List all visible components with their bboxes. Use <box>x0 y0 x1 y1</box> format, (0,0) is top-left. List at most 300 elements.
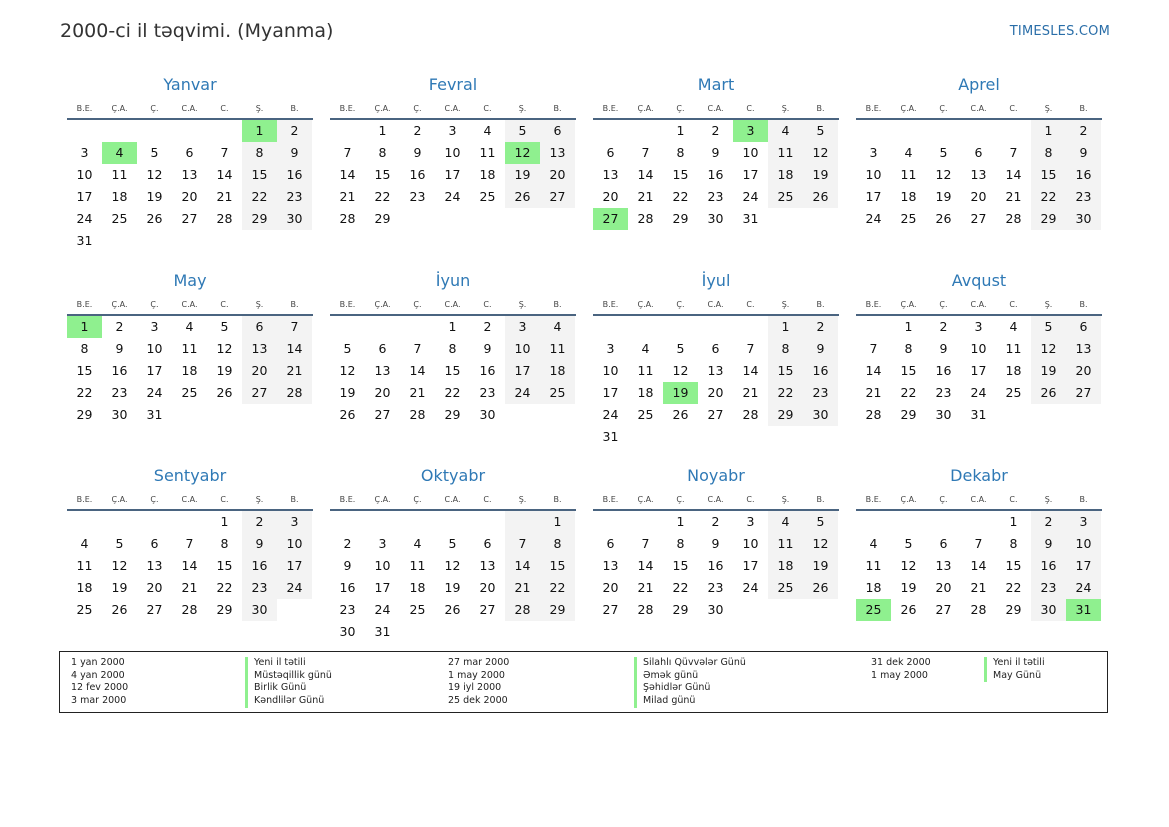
day-cell: 12 <box>672 363 689 378</box>
month-name: Oktyabr <box>420 466 486 485</box>
empty-day-cell <box>803 208 838 230</box>
day-cell: 3 <box>80 145 89 160</box>
empty-day-cell <box>277 404 312 426</box>
empty-day-cell <box>961 511 996 533</box>
weekday-label: Ç. <box>150 495 159 504</box>
weekday-label: B. <box>1079 300 1088 309</box>
empty-day-cell <box>277 230 312 252</box>
weekday-label: Ç. <box>150 104 159 113</box>
month-name: Aprel <box>958 75 1000 94</box>
day-cell: 11 <box>479 145 496 160</box>
holiday-day-cell: 19 <box>663 382 698 404</box>
weekday-label: B.E. <box>76 104 93 113</box>
day-cell: 8 <box>448 341 457 356</box>
legend-holiday-name: Yeni il tətili <box>984 657 1045 670</box>
day-cell: 23 <box>339 602 356 617</box>
day-cell: 6 <box>606 536 615 551</box>
day-cell: 18 <box>76 580 93 595</box>
month-name: Noyabr <box>687 466 745 485</box>
day-cell: 6 <box>242 316 277 338</box>
day-cell: 20 <box>602 580 619 595</box>
day-cell: 19 <box>935 189 952 204</box>
legend-names-col-2 <box>634 657 746 708</box>
calendar-grid <box>67 72 1103 644</box>
day-cell: 25 <box>181 385 198 400</box>
weekday-label: Ç.A. <box>374 495 391 504</box>
legend-date: 3 mar 2000 <box>71 695 127 707</box>
empty-day-cell <box>505 208 540 230</box>
empty-day-cell <box>102 230 137 252</box>
day-cell: 26 <box>216 385 233 400</box>
day-cell: 25 <box>111 211 128 226</box>
day-cell: 18 <box>900 189 917 204</box>
day-cell: 13 <box>602 558 619 573</box>
day-cell: 28 <box>181 602 198 617</box>
day-cell: 26 <box>1031 382 1066 404</box>
day-cell: 23 <box>707 189 724 204</box>
day-cell: 6 <box>974 145 983 160</box>
month-name: May <box>173 271 207 290</box>
day-cell: 30 <box>339 624 356 639</box>
day-cell: 14 <box>970 558 987 573</box>
empty-day-cell <box>137 511 172 533</box>
weekday-label: C.A. <box>970 104 987 113</box>
day-cell: 7 <box>869 341 878 356</box>
week-row <box>67 208 313 230</box>
day-cell: 30 <box>277 208 312 230</box>
weekday-label: Ç.A. <box>637 495 654 504</box>
day-cell: 26 <box>803 186 838 208</box>
empty-day-cell <box>1066 404 1101 426</box>
empty-day-cell <box>961 120 996 142</box>
empty-day-cell <box>803 599 838 621</box>
week-row <box>67 404 313 426</box>
day-cell: 23 <box>803 382 838 404</box>
day-cell: 13 <box>242 338 277 360</box>
weekday-label: C. <box>1009 300 1018 309</box>
weekday-label: B.E. <box>602 300 619 309</box>
week-row <box>67 316 313 338</box>
week-row <box>593 208 839 230</box>
day-cell: 29 <box>900 407 917 422</box>
empty-day-cell <box>505 511 540 533</box>
day-cell: 7 <box>277 316 312 338</box>
empty-day-cell <box>365 511 400 533</box>
empty-day-cell <box>470 511 505 533</box>
day-cell: 20 <box>479 580 496 595</box>
day-cell: 7 <box>1009 145 1018 160</box>
day-cell: 11 <box>637 363 654 378</box>
day-cell: 22 <box>374 189 391 204</box>
weekday-label: C.A. <box>444 495 461 504</box>
weekday-label: Ç. <box>150 300 159 309</box>
day-cell: 9 <box>343 558 352 573</box>
weekday-label: C. <box>483 495 492 504</box>
empty-day-cell <box>505 621 540 643</box>
day-cell: 9 <box>1066 142 1101 164</box>
day-cell: 17 <box>444 167 461 182</box>
week-row <box>330 164 576 186</box>
day-cell: 2 <box>939 319 948 334</box>
empty-day-cell <box>102 120 137 142</box>
weekday-label: C. <box>220 104 229 113</box>
month-block <box>330 72 576 230</box>
empty-day-cell <box>102 511 137 533</box>
day-cell: 28 <box>970 602 987 617</box>
empty-day-cell <box>207 230 242 252</box>
holiday-day-cell: 3 <box>733 120 768 142</box>
day-cell: 5 <box>939 145 948 160</box>
day-cell: 20 <box>146 580 163 595</box>
day-cell: 13 <box>479 558 496 573</box>
day-cell: 18 <box>181 363 198 378</box>
empty-day-cell <box>733 426 768 448</box>
weekday-label: Ç.A. <box>374 300 391 309</box>
day-cell: 21 <box>637 189 654 204</box>
empty-day-cell <box>663 426 698 448</box>
day-cell: 2 <box>115 319 124 334</box>
day-cell: 1 <box>220 514 229 529</box>
empty-day-cell <box>593 511 628 533</box>
day-cell: 1 <box>904 319 913 334</box>
page-title: 2000-ci il təqvimi. (Myanma) <box>60 20 334 42</box>
weekday-label: Ş. <box>518 495 527 504</box>
empty-day-cell <box>137 120 172 142</box>
day-cell: 5 <box>343 341 352 356</box>
day-cell: 29 <box>242 208 277 230</box>
day-cell: 6 <box>1066 316 1101 338</box>
day-cell: 10 <box>970 341 987 356</box>
day-cell: 5 <box>904 536 913 551</box>
day-cell: 3 <box>378 536 387 551</box>
weekday-header <box>593 98 839 120</box>
legend-names-col-1 <box>245 657 332 708</box>
day-cell: 21 <box>970 580 987 595</box>
weekday-header <box>67 489 313 511</box>
day-cell: 25 <box>637 407 654 422</box>
week-row <box>856 360 1102 382</box>
week-row <box>330 555 576 577</box>
day-cell: 5 <box>150 145 159 160</box>
legend-date: 31 dek 2000 <box>871 657 931 668</box>
day-cell: 8 <box>242 142 277 164</box>
weekday-label: B.E. <box>76 300 93 309</box>
day-cell: 6 <box>185 145 194 160</box>
day-cell: 7 <box>220 145 229 160</box>
weekday-label: Ç.A. <box>900 300 917 309</box>
day-cell: 7 <box>641 145 650 160</box>
day-cell: 27 <box>602 602 619 617</box>
day-cell: 17 <box>76 189 93 204</box>
day-cell: 30 <box>707 211 724 226</box>
weekday-label: B. <box>816 495 825 504</box>
day-cell: 4 <box>768 511 803 533</box>
weekday-label: C.A. <box>181 495 198 504</box>
day-cell: 28 <box>637 211 654 226</box>
legend-dates-col-2 <box>448 657 509 708</box>
day-cell: 14 <box>505 555 540 577</box>
day-cell: 27 <box>242 382 277 404</box>
day-cell: 4 <box>413 536 422 551</box>
empty-day-cell <box>891 511 926 533</box>
legend-holiday-name: Yeni il tətili <box>245 657 332 670</box>
day-cell: 23 <box>111 385 128 400</box>
day-cell: 16 <box>339 580 356 595</box>
day-cell: 7 <box>505 533 540 555</box>
day-cell: 19 <box>444 580 461 595</box>
weekday-label: Ş. <box>255 495 264 504</box>
empty-day-cell <box>996 404 1031 426</box>
day-cell: 25 <box>479 189 496 204</box>
empty-day-cell <box>470 208 505 230</box>
day-cell: 9 <box>939 341 948 356</box>
day-cell: 23 <box>935 385 952 400</box>
day-cell: 8 <box>220 536 229 551</box>
day-cell: 3 <box>974 319 983 334</box>
day-cell: 10 <box>742 145 759 160</box>
day-cell: 1 <box>448 319 457 334</box>
day-cell: 1 <box>676 123 685 138</box>
day-cell: 9 <box>803 338 838 360</box>
weekday-label: Ç. <box>676 495 685 504</box>
empty-day-cell <box>172 120 207 142</box>
weekday-label: C.A. <box>444 300 461 309</box>
day-cell: 21 <box>742 385 759 400</box>
empty-day-cell <box>628 511 663 533</box>
day-cell: 28 <box>637 602 654 617</box>
empty-day-cell <box>435 621 470 643</box>
week-row <box>67 164 313 186</box>
day-cell: 10 <box>602 363 619 378</box>
day-cell: 8 <box>676 536 685 551</box>
empty-day-cell <box>768 426 803 448</box>
legend-date: 1 may 2000 <box>448 669 505 681</box>
day-cell: 30 <box>803 404 838 426</box>
day-cell: 12 <box>803 142 838 164</box>
weekday-label: C. <box>746 104 755 113</box>
empty-day-cell <box>663 316 698 338</box>
day-cell: 2 <box>483 319 492 334</box>
empty-day-cell <box>856 511 891 533</box>
day-cell: 13 <box>707 363 724 378</box>
weekday-label: Ç.A. <box>900 104 917 113</box>
weekday-header <box>330 98 576 120</box>
week-row <box>856 599 1102 621</box>
day-cell: 1 <box>1009 514 1018 529</box>
weekday-label: B.E. <box>339 495 356 504</box>
day-cell: 27 <box>479 602 496 617</box>
day-cell: 20 <box>935 580 952 595</box>
day-cell: 24 <box>277 577 312 599</box>
month-name: Avqust <box>951 271 1007 290</box>
empty-day-cell <box>698 316 733 338</box>
empty-day-cell <box>470 621 505 643</box>
day-cell: 23 <box>277 186 312 208</box>
week-row <box>330 338 576 360</box>
day-cell: 26 <box>900 602 917 617</box>
legend-holiday-name: Silahlı Qüvvələr Günü <box>634 657 746 670</box>
day-cell: 3 <box>1066 511 1101 533</box>
day-cell: 15 <box>540 555 575 577</box>
day-cell: 14 <box>339 167 356 182</box>
day-cell: 12 <box>146 167 163 182</box>
day-cell: 24 <box>865 211 882 226</box>
weekday-label: Ş. <box>518 300 527 309</box>
day-cell: 17 <box>1066 555 1101 577</box>
day-cell: 2 <box>711 123 720 138</box>
weekday-label: C.A. <box>707 104 724 113</box>
legend-names-col-3 <box>984 657 1045 682</box>
day-cell: 13 <box>374 363 391 378</box>
day-cell: 31 <box>602 429 619 444</box>
empty-day-cell <box>891 120 926 142</box>
day-cell: 13 <box>540 142 575 164</box>
day-cell: 22 <box>242 186 277 208</box>
day-cell: 25 <box>768 186 803 208</box>
day-cell: 20 <box>242 360 277 382</box>
month-block <box>67 463 313 621</box>
weekday-label: B.E. <box>339 104 356 113</box>
day-cell: 2 <box>413 123 422 138</box>
empty-day-cell <box>926 120 961 142</box>
day-cell: 12 <box>1031 338 1066 360</box>
day-cell: 27 <box>1066 382 1101 404</box>
weekday-header <box>330 294 576 316</box>
empty-day-cell <box>172 511 207 533</box>
week-row <box>593 599 839 621</box>
day-cell: 23 <box>409 189 426 204</box>
day-cell: 19 <box>803 555 838 577</box>
day-cell: 4 <box>641 341 650 356</box>
day-cell: 30 <box>707 602 724 617</box>
month-block <box>330 463 576 643</box>
empty-day-cell <box>400 208 435 230</box>
holiday-day-cell: 25 <box>856 599 891 621</box>
day-cell: 30 <box>935 407 952 422</box>
day-cell: 23 <box>707 580 724 595</box>
week-row <box>330 316 576 338</box>
weekday-label: C. <box>746 300 755 309</box>
day-cell: 15 <box>76 363 93 378</box>
day-cell: 26 <box>935 211 952 226</box>
day-cell: 2 <box>711 514 720 529</box>
weekday-label: C. <box>1009 495 1018 504</box>
day-cell: 20 <box>1066 360 1101 382</box>
day-cell: 20 <box>181 189 198 204</box>
day-cell: 27 <box>146 602 163 617</box>
day-cell: 16 <box>409 167 426 182</box>
holiday-day-cell: 12 <box>505 142 540 164</box>
weekday-label: Ş. <box>255 300 264 309</box>
weekday-label: C. <box>220 495 229 504</box>
day-cell: 6 <box>150 536 159 551</box>
weekday-label: Ş. <box>781 495 790 504</box>
week-row <box>67 382 313 404</box>
month-name: Mart <box>697 75 735 94</box>
week-row <box>330 577 576 599</box>
day-cell: 15 <box>900 363 917 378</box>
legend-date: 4 yan 2000 <box>71 669 125 681</box>
day-cell: 13 <box>146 558 163 573</box>
holiday-day-cell: 1 <box>242 120 277 142</box>
day-cell: 19 <box>900 580 917 595</box>
weekday-label: B. <box>553 300 562 309</box>
day-cell: 28 <box>216 211 233 226</box>
weekday-header <box>856 294 1102 316</box>
holiday-legend <box>59 651 1108 713</box>
day-cell: 22 <box>672 580 689 595</box>
legend-holiday-name: Birlik Günü <box>245 682 332 695</box>
month-block <box>67 268 313 426</box>
day-cell: 29 <box>76 407 93 422</box>
holiday-day-cell: 31 <box>1066 599 1101 621</box>
day-cell: 30 <box>1066 208 1101 230</box>
empty-day-cell <box>207 404 242 426</box>
weekday-label: B.E. <box>865 300 882 309</box>
day-cell: 5 <box>220 319 229 334</box>
day-cell: 29 <box>216 602 233 617</box>
day-cell: 11 <box>1005 341 1022 356</box>
day-cell: 25 <box>409 602 426 617</box>
day-cell: 9 <box>115 341 124 356</box>
day-cell: 3 <box>606 341 615 356</box>
day-cell: 19 <box>803 164 838 186</box>
week-row <box>67 120 313 142</box>
week-row <box>856 404 1102 426</box>
day-cell: 28 <box>1005 211 1022 226</box>
week-row <box>856 511 1102 533</box>
day-cell: 6 <box>540 120 575 142</box>
day-cell: 22 <box>672 189 689 204</box>
day-cell: 4 <box>904 145 913 160</box>
day-cell: 8 <box>1031 142 1066 164</box>
day-cell: 23 <box>1031 577 1066 599</box>
day-cell: 17 <box>277 555 312 577</box>
site-link[interactable]: TIMESLES.COM <box>1009 24 1110 39</box>
day-cell: 28 <box>742 407 759 422</box>
day-cell: 1 <box>540 511 575 533</box>
day-cell: 11 <box>409 558 426 573</box>
day-cell: 5 <box>1031 316 1066 338</box>
empty-day-cell <box>172 230 207 252</box>
day-cell: 24 <box>742 189 759 204</box>
day-cell: 23 <box>479 385 496 400</box>
week-row <box>856 164 1102 186</box>
weekday-label: B. <box>290 495 299 504</box>
week-row <box>856 316 1102 338</box>
legend-date: 1 may 2000 <box>871 669 928 681</box>
week-row <box>67 142 313 164</box>
weekday-label: B. <box>290 104 299 113</box>
day-cell: 28 <box>339 211 356 226</box>
week-row <box>593 426 839 448</box>
day-cell: 10 <box>146 341 163 356</box>
day-cell: 14 <box>277 338 312 360</box>
day-cell: 29 <box>1031 208 1066 230</box>
day-cell: 30 <box>242 599 277 621</box>
weekday-label: C. <box>483 300 492 309</box>
day-cell: 21 <box>1005 189 1022 204</box>
day-cell: 21 <box>339 189 356 204</box>
day-cell: 28 <box>277 382 312 404</box>
legend-dates-col-3 <box>871 657 931 682</box>
empty-day-cell <box>856 120 891 142</box>
day-cell: 17 <box>602 385 619 400</box>
week-row <box>593 120 839 142</box>
day-cell: 25 <box>768 577 803 599</box>
weekday-label: B.E. <box>339 300 356 309</box>
day-cell: 12 <box>935 167 952 182</box>
